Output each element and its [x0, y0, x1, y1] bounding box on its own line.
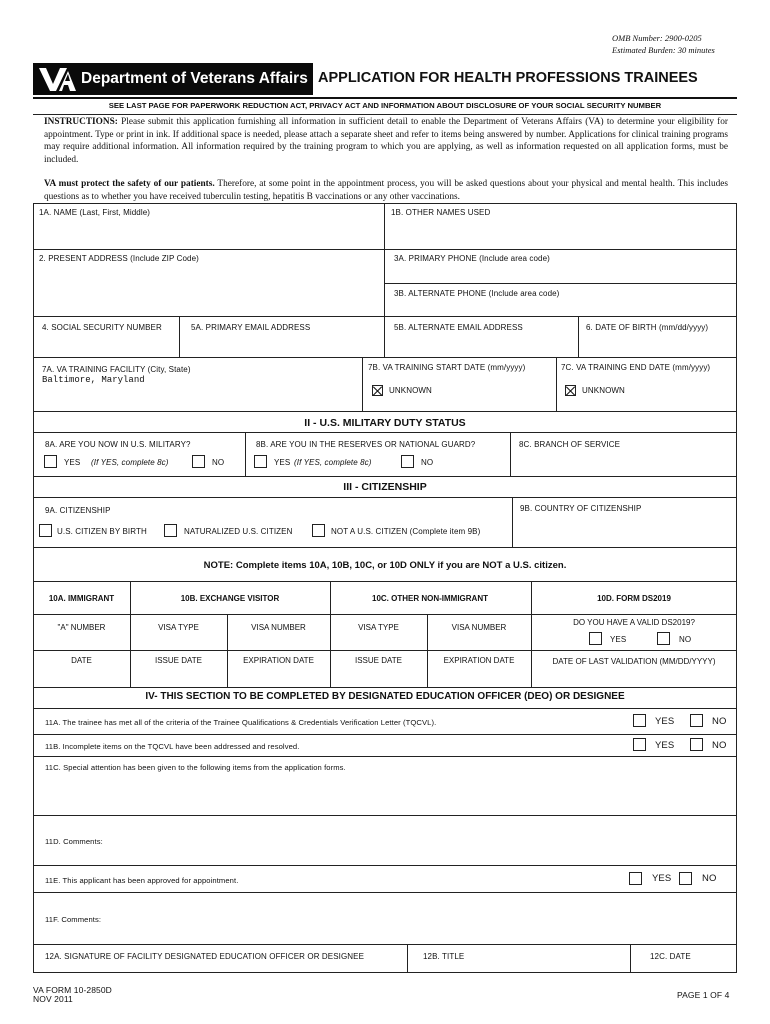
instructions-paragraph: [44, 116, 728, 166]
safety-lead: VA must protect the safety of our patients.: [44, 179, 215, 189]
exchange-visa-type-label: VISA TYPE: [158, 623, 199, 632]
name-label: 1A. NAME (Last, First, Middle): [39, 208, 151, 217]
tqcvl-criteria-no-checkbox[interactable]: [690, 714, 703, 727]
special-attention-label: 11C. Special attention has been given to the following items from the application forms.: [45, 763, 346, 772]
branch-label: 8C. BRANCH OF SERVICE: [519, 440, 621, 449]
exchange-issue-date-label: ISSUE DATE: [155, 656, 202, 665]
reserves-label: 8B. ARE YOU IN THE RESERVES OR NATIONAL GUARD?: [256, 440, 476, 449]
tqcvl-resolved-no-checkbox[interactable]: [690, 738, 703, 751]
deo-title-field[interactable]: [408, 962, 629, 972]
not-citizen-checkbox[interactable]: [312, 524, 325, 537]
ssn-label: 4. SOCIAL SECURITY NUMBER: [42, 323, 162, 332]
form-number: VA FORM 10-2850D: [33, 985, 112, 995]
start-unknown-label: UNKNOWN: [389, 386, 432, 395]
tqcvl-criteria-label: 11A. The trainee has met all of the criteria of the Trainee Qualifications & Credentials Verification Letter (TQCVL).: [45, 718, 437, 727]
other-visa-type-label: VISA TYPE: [358, 623, 399, 632]
in-military-no-label: NO: [212, 458, 225, 467]
approved-no-checkbox[interactable]: [679, 872, 692, 885]
comments-11f-field[interactable]: [34, 893, 735, 943]
section-10-note: NOTE: Complete items 10A, 10B, 10C, or 10D ONLY if you are NOT a U.S. citizen.: [203, 560, 567, 571]
va-logo-bar: [33, 63, 313, 95]
primary-email-label: 5A. PRIMARY EMAIL ADDRESS: [191, 323, 311, 332]
ds2019-no-checkbox[interactable]: [657, 632, 670, 645]
reserves-yes-checkbox[interactable]: [254, 455, 267, 468]
naturalized-label: NATURALIZED U.S. CITIZEN: [184, 527, 293, 536]
in-military-no-checkbox[interactable]: [192, 455, 205, 468]
deo-signature-field[interactable]: [34, 962, 406, 972]
immigrant-header: 10A. IMMIGRANT: [48, 594, 115, 603]
ds2019-yes-label: YES: [610, 635, 627, 644]
training-facility-value[interactable]: Baltimore, Maryland: [42, 375, 145, 385]
reserves-yes-label: YES: [274, 458, 291, 467]
comments-11d-field[interactable]: [34, 816, 735, 864]
tqcvl-criteria-yes-checkbox[interactable]: [633, 714, 646, 727]
section-2-title: II - U.S. MILITARY DUTY STATUS: [304, 417, 466, 429]
citizenship-label: 9A. CITIZENSHIP: [45, 506, 111, 515]
primary-phone-label: 3A. PRIMARY PHONE (Include area code): [394, 254, 550, 263]
exchange-expiration-date-label: EXPIRATION DATE: [243, 656, 314, 665]
approved-label: 11E. This applicant has been approved for appointment.: [45, 876, 239, 885]
instructions-lead: INSTRUCTIONS:: [44, 117, 118, 127]
naturalized-checkbox[interactable]: [164, 524, 177, 537]
va-logo-icon: [37, 65, 77, 93]
form-title: APPLICATION FOR HEALTH PROFESSIONS TRAINEES: [318, 70, 698, 86]
exchange-visa-number-label: VISA NUMBER: [251, 623, 306, 632]
primary-phone-field[interactable]: [385, 264, 735, 282]
section-3-title: III - CITIZENSHIP: [343, 481, 427, 493]
department-name: Department of Veterans Affairs: [81, 70, 308, 87]
ds2019-yes-checkbox[interactable]: [589, 632, 602, 645]
other-names-field[interactable]: [385, 220, 735, 248]
in-military-label: 8A. ARE YOU NOW IN U.S. MILITARY?: [45, 440, 191, 449]
safety-paragraph: [44, 178, 728, 203]
section-4-title: IV- THIS SECTION TO BE COMPLETED BY DESIGNATED EDUCATION OFFICER (DEO) OR DESIGNEE: [145, 691, 625, 702]
country-label: 9B. COUNTRY OF CITIZENSHIP: [520, 504, 642, 513]
deo-title-label: 12B. TITLE: [423, 952, 465, 961]
exchange-visitor-header: 10B. EXCHANGE VISITOR: [180, 594, 280, 603]
comments-11f-label: 11F. Comments:: [45, 915, 102, 924]
approved-no-label: NO: [702, 873, 717, 884]
ds2019-no-label: NO: [679, 635, 692, 644]
comments-11d-label: 11D. Comments:: [45, 837, 103, 846]
tqcvl-criteria-yes-label: YES: [655, 716, 675, 727]
a-number-label: "A" NUMBER: [57, 623, 106, 632]
ds2019-question: DO YOU HAVE A VALID DS2019?: [573, 618, 695, 627]
branch-field[interactable]: [511, 452, 735, 474]
tqcvl-resolved-yes-label: YES: [655, 740, 675, 751]
start-unknown-checkbox[interactable]: [372, 385, 383, 396]
primary-email-field[interactable]: [180, 335, 384, 355]
end-unknown-checkbox[interactable]: [565, 385, 576, 396]
training-end-label: 7C. VA TRAINING END DATE (mm/yyyy): [561, 363, 711, 372]
other-non-immigrant-header: 10C. OTHER NON-IMMIGRANT: [372, 594, 488, 603]
present-address-label: 2. PRESENT ADDRESS (Include ZIP Code): [39, 254, 199, 263]
deo-date-field[interactable]: [631, 962, 735, 972]
reserves-no-label: NO: [421, 458, 434, 467]
tqcvl-resolved-no-label: NO: [712, 740, 727, 751]
approved-yes-checkbox[interactable]: [629, 872, 642, 885]
disclosure-notice: SEE LAST PAGE FOR PAPERWORK REDUCTION ACT, PRIVACY ACT AND INFORMATION ABOUT DISCLOSURE OF YOUR SOCIAL SECURITY NUMBER: [108, 101, 662, 110]
dob-label: 6. DATE OF BIRTH (mm/dd/yyyy): [586, 323, 709, 332]
tqcvl-criteria-no-label: NO: [712, 716, 727, 727]
approved-yes-label: YES: [652, 873, 672, 884]
alternate-phone-field[interactable]: [385, 298, 735, 315]
form-date: NOV 2011: [33, 994, 73, 1004]
not-citizen-label: NOT A U.S. CITIZEN (Complete item 9B): [331, 527, 481, 536]
safety-text: Therefore, at some point in the appointment process, you will be asked questions about your physical and mental health. This includes questions as to whether you have received tuberculin testing, hepatitis B vaccinations or any other vaccinations.: [44, 179, 728, 202]
estimated-burden: Estimated Burden: 30 minutes: [612, 45, 715, 55]
citizen-by-birth-checkbox[interactable]: [39, 524, 52, 537]
present-address-field[interactable]: [34, 266, 384, 314]
reserves-yes-note: (If YES, complete 8c): [294, 458, 372, 467]
page-number: PAGE 1 OF 4: [677, 990, 730, 1000]
alternate-email-label: 5B. ALTERNATE EMAIL ADDRESS: [394, 323, 523, 332]
in-military-yes-note: (If YES, complete 8c): [91, 458, 169, 467]
tqcvl-resolved-yes-checkbox[interactable]: [633, 738, 646, 751]
training-facility-label: 7A. VA TRAINING FACILITY (City, State): [42, 365, 191, 374]
ds2019-header: 10D. FORM DS2019: [597, 594, 671, 603]
instructions-text: Please submit this application furnishing all information in sufficient detail to enable the Department of Veterans Affairs (VA) to determine your eligibility for appointment. Type or print in ink. If additional space is needed, please attach a separate sheet and refer to items being answered by number. Applications for clinical training programs may require additional information. All information required by the training program to which you are applying, as well as information requested on all application forms, must be included.: [44, 117, 728, 165]
in-military-yes-checkbox[interactable]: [44, 455, 57, 468]
other-names-label: 1B. OTHER NAMES USED: [391, 208, 491, 217]
omb-number: OMB Number: 2900-0205: [612, 33, 702, 43]
citizen-by-birth-label: U.S. CITIZEN BY BIRTH: [57, 527, 147, 536]
last-validation-label: DATE OF LAST VALIDATION (MM/DD/YYYY): [552, 657, 716, 666]
dob-field[interactable]: [579, 335, 735, 355]
other-visa-number-label: VISA NUMBER: [451, 623, 507, 632]
deo-date-label: 12C. DATE: [650, 952, 691, 961]
country-field[interactable]: [513, 516, 735, 546]
other-issue-date-label: ISSUE DATE: [355, 656, 402, 665]
tqcvl-resolved-label: 11B. Incomplete items on the TQCVL have been addressed and resolved.: [45, 742, 300, 751]
deo-signature-label: 12A. SIGNATURE OF FACILITY DESIGNATED EDUCATION OFFICER OR DESIGNEE: [45, 952, 365, 961]
immigrant-date-label: DATE: [71, 656, 92, 665]
reserves-no-checkbox[interactable]: [401, 455, 414, 468]
name-field[interactable]: [34, 220, 384, 248]
end-unknown-label: UNKNOWN: [582, 386, 625, 395]
ssn-field[interactable]: [34, 335, 178, 355]
special-attention-field[interactable]: [34, 774, 735, 814]
in-military-yes-label: YES: [64, 458, 81, 467]
training-start-label: 7B. VA TRAINING START DATE (mm/yyyy): [368, 363, 526, 372]
alternate-email-field[interactable]: [385, 335, 578, 355]
alternate-phone-label: 3B. ALTERNATE PHONE (Include area code): [394, 289, 560, 298]
other-expiration-date-label: EXPIRATION DATE: [443, 656, 515, 665]
